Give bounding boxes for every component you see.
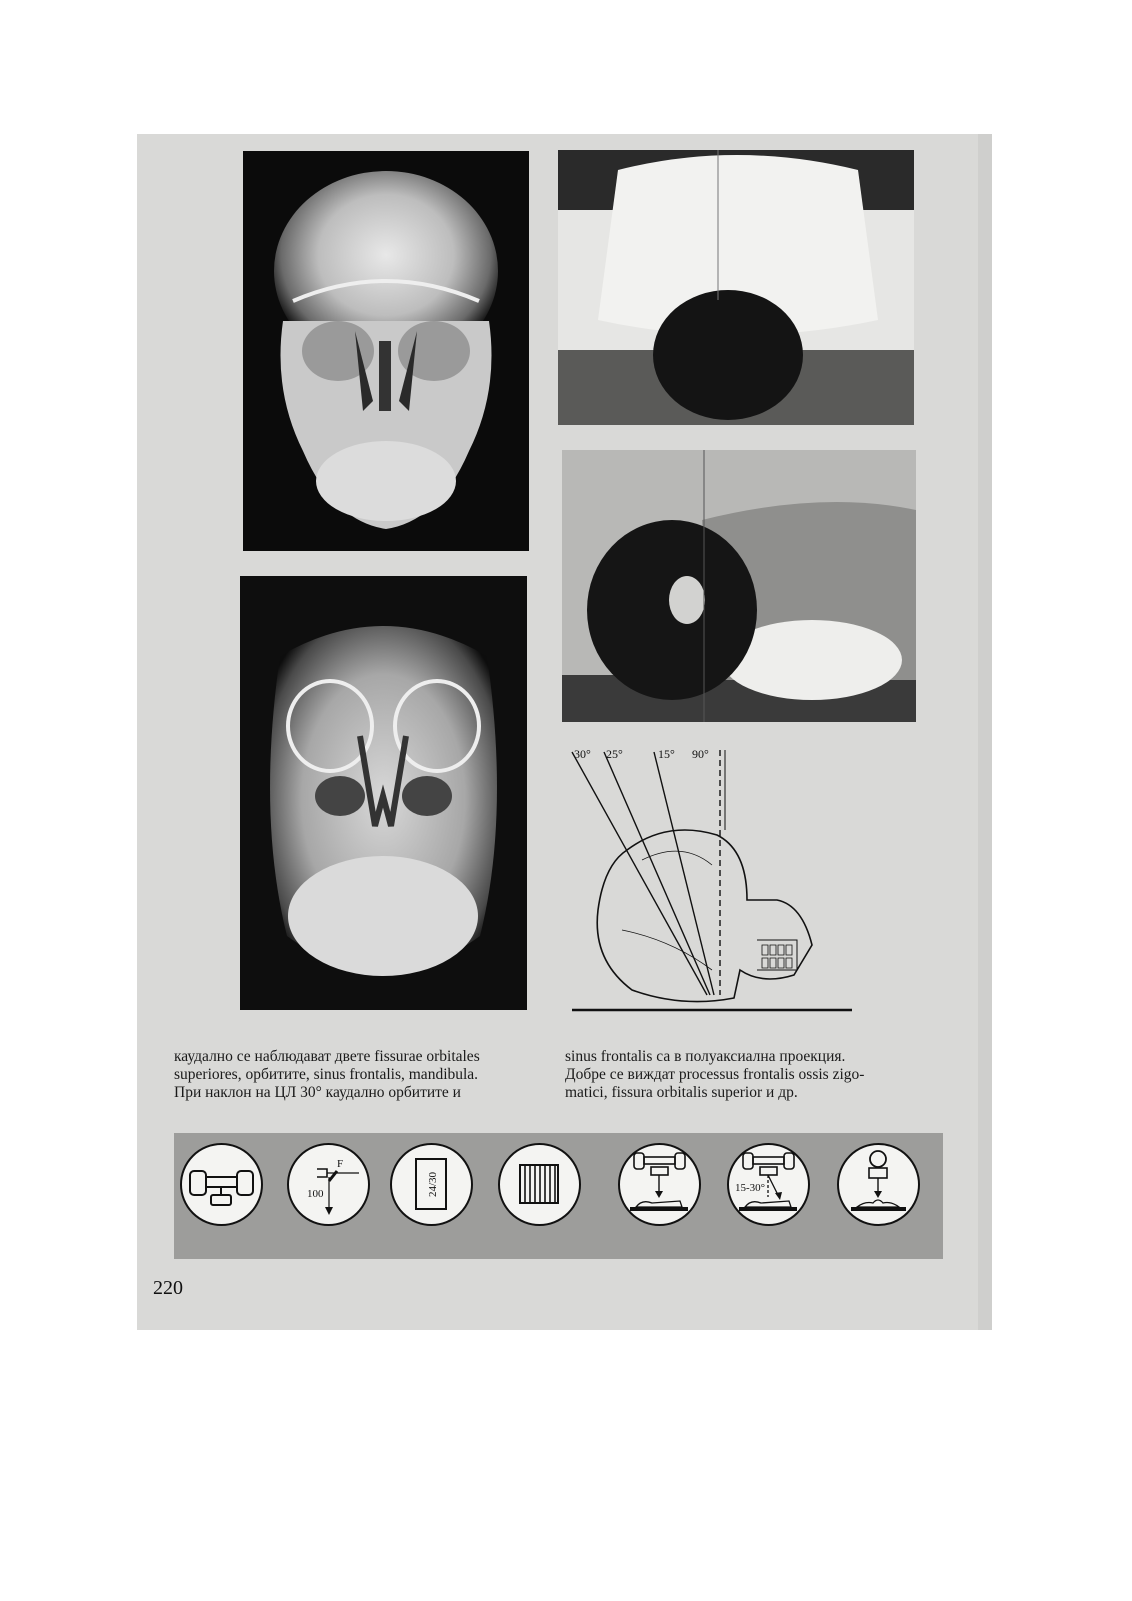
angle-label-90: 90° (692, 747, 709, 761)
xray-tube-top-view-icon (180, 1143, 263, 1226)
patient-prone-position-icon (837, 1143, 920, 1226)
angle-label-15: 15° (658, 747, 675, 761)
angled-beam-position-icon (727, 1143, 810, 1226)
focus-label: F (337, 1158, 344, 1170)
cassette-size-icon (390, 1143, 473, 1226)
focus-distance-label: 100 (307, 1188, 324, 1200)
caption-line: При наклон на ЦЛ 30° каудално орбитите и (174, 1084, 461, 1101)
beam-25 (604, 752, 710, 995)
page-number: 220 (153, 1277, 183, 1299)
caption-line: sinus frontalis са в полуаксиална проекция. (565, 1048, 846, 1065)
caption-line: каудално се наблюдават двете fissurae orbitales (174, 1048, 480, 1065)
beam-15 (654, 752, 714, 995)
page-edge (978, 134, 992, 1330)
angle-label-30: 30° (574, 747, 591, 761)
patient-positioning-photo-side (562, 450, 916, 722)
vertical-beam-position-icon (618, 1143, 701, 1226)
caption-right (565, 1048, 945, 1102)
angle-label-25: 25° (606, 747, 623, 761)
beam-30 (572, 752, 707, 995)
xray-skull-pa (243, 151, 529, 551)
caption-left (174, 1048, 534, 1102)
xray-skull-semiaxial (240, 576, 527, 1010)
technique-icon-band (174, 1133, 943, 1259)
grid-icon (498, 1143, 581, 1226)
beam-angle-diagram (562, 740, 862, 1022)
caption-line: superiores, орбитите, sinus frontalis, mandibula. (174, 1066, 479, 1083)
caption-line: Добре се виждат processus frontalis ossis zigo- (565, 1066, 865, 1083)
caption-line: matici, fissura orbitalis superior и др. (565, 1084, 798, 1101)
angle-range-label: 15-30° (735, 1182, 766, 1194)
cassette-size-label: 24/30 (427, 1171, 439, 1197)
patient-positioning-photo-top (558, 150, 914, 425)
focus-distance-icon (287, 1143, 370, 1226)
